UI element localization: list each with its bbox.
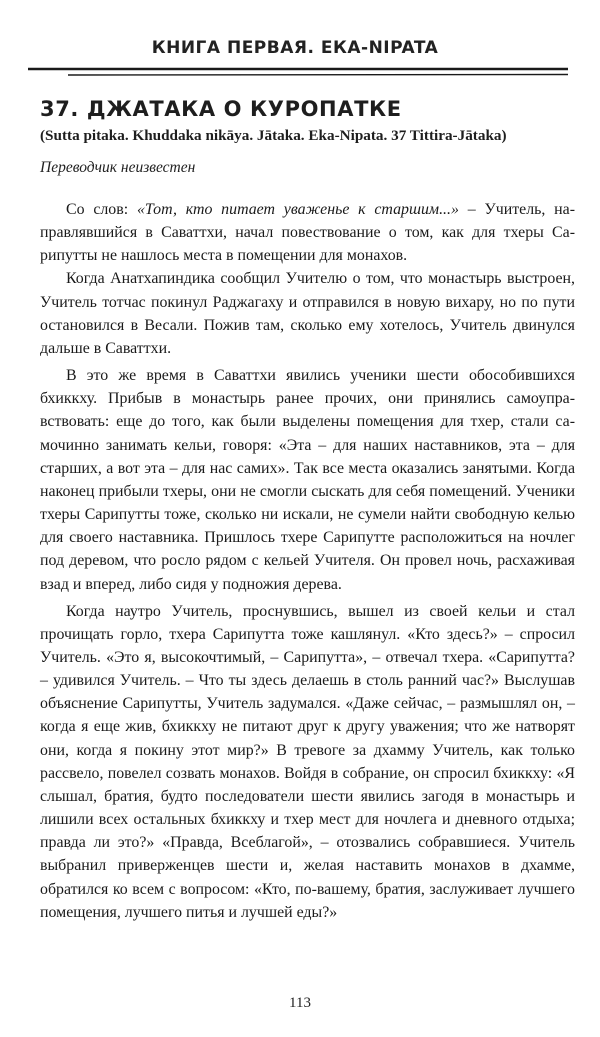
paragraph-1-lead: Со слов:: [66, 201, 137, 218]
header-rule: [28, 66, 568, 80]
paragraph-3: В это же время в Саваттхи явились ученики шести обособившихся бхиккху. Прибыв в монастырь ранее прочих, они принялись самоуправствовать: еще до того, как были выделены помещения для тхер, стали самочинно занимать кельи, говоря: «Эта – для наших наставников, эта – для старших, а вот эта – для нас самих». Так все места оказались занятыми. Когда наконец прибыли тхеры, они не смогли сыскать для себя помещений. Ученики тхеры Сарипутты тоже, сколько ни искали, не сумели найти свободную келью для своего наставника. Пришлось тхере Сарипутте расположиться на ночлег под деревом, что росло рядом с кельей Учителя. Он провел ночь, расхаживая взад и вперед, либо сидя у подножия дерева.: [40, 367, 575, 593]
page-number: 113: [289, 995, 311, 1011]
chapter-title: 37. ДЖАТАКА О КУРОПАТКЕ: [40, 97, 402, 121]
source-citation: (Sutta pitaka. Khuddaka nikāya. Jātaka. Eka-Nipata. 37 Tittira-Jātaka): [40, 127, 507, 144]
paragraph-2: Когда Анатхапиндика сообщил Учителю о том, что монастырь выстроен, Учитель тотчас покинул Раджагаху и отправился в новую вихару, но по пути остановился в Весали. Пожив там, сколько ему хотелось, Учитель двинулся дальше в Саваттхи.: [40, 270, 575, 357]
paragraph-4: Когда наутро Учитель, проснувшись, вышел из своей кельи и стал прочищать горло, тхера Сарипутта тоже кашлянул. «Кто здесь?» – спросил Учитель. «Это я, высокочтимый, – Сарипутта», – отвечал тхера. «Сарипутта? – удивился Учитель. – Что ты здесь делаешь в столь ранний час?» Выслушав объяснение Сарипутты, Учитель задумался. «Даже сейчас, – размышлял он, – когда я еще жив, бхиккху не питают друг к другу уважения; что же натворят они, когда я покину этот мир?» В тревоге за дхамму Учитель, как только рассвело, повелел созвать монахов. Войдя в собрание, он спросил бхиккху: «Я слышал, братия, будто последователи шести явились загодя в монастырь и лишили всех остальных бхиккху и тхер мест для ночлега и дневного отдыха; правда ли это?» «Правда, Всеблагой», – отозвались собравшиеся. Учитель выбранил приверженцев шести и, желая наставить монахов в дхамме, обратился ко всем с вопросом: «Кто, по-вашему, братия, заслуживает лучшего помещения, лучшего питья и лучшей еды?»: [40, 602, 575, 921]
translator-note: Переводчик неизвестен: [40, 159, 196, 176]
body-text: [40, 198, 575, 924]
running-header: КНИГА ПЕРВАЯ. ЕКА-NIPATA: [151, 38, 439, 58]
paragraph-1: [40, 198, 575, 267]
paragraph-1-rest: – Учитель, направлявшийся в Саваттхи, начал повествование о том, как для тхеры Сарипутты не нашлось места в помещении для монахов.: [40, 201, 575, 265]
paragraph-1-quote: «Тот, кто питает уваженье к старшим...»: [136, 201, 459, 218]
